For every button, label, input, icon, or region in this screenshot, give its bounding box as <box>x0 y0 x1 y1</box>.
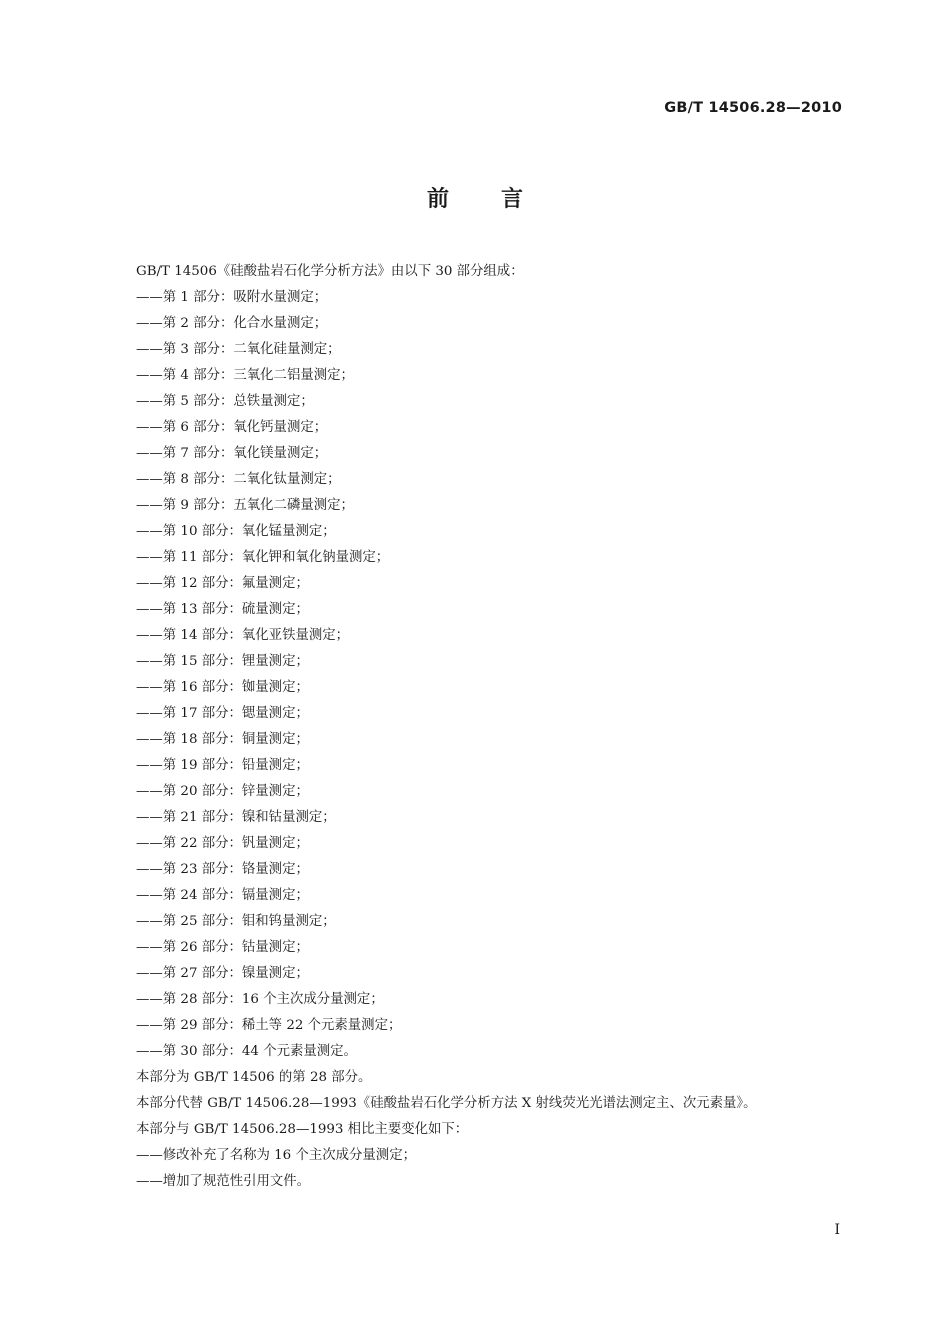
title-char-2: 言 <box>501 187 524 212</box>
change-item: ——修改补充了名称为 16 个主次成分量测定； <box>136 1148 416 1163</box>
list-item: ——第 25 部分：钼和钨量测定； <box>136 914 336 929</box>
list-item: ——第 7 部分：氧化镁量测定； <box>136 446 328 461</box>
change-item: ——增加了规范性引用文件。 <box>136 1174 311 1189</box>
list-item: ——第 16 部分：铷量测定； <box>136 680 309 695</box>
list-item: ——第 3 部分：二氧化硅量测定； <box>136 342 341 357</box>
list-item: ——第 14 部分：氧化亚铁量测定； <box>136 628 350 643</box>
list-item: ——第 8 部分：二氧化钛量测定； <box>136 472 341 487</box>
list-item: ——第 28 部分：16 个主次成分量测定； <box>136 992 384 1007</box>
list-item: ——第 12 部分：氟量测定； <box>136 576 309 591</box>
list-item: ——第 2 部分：化合水量测定； <box>136 316 328 331</box>
list-item: ——第 29 部分：稀土等 22 个元素量测定； <box>136 1018 402 1033</box>
list-item: ——第 24 部分：镉量测定； <box>136 888 309 903</box>
parts-list <box>108 285 843 1065</box>
list-item: ——第 17 部分：锶量测定； <box>136 706 309 721</box>
list-item: ——第 30 部分：44 个元素量测定。 <box>136 1044 357 1059</box>
list-item: ——第 21 部分：镍和钴量测定； <box>136 810 336 825</box>
list-item: ——第 4 部分：三氧化二铝量测定； <box>136 368 354 383</box>
list-item: ——第 10 部分：氧化锰量测定； <box>136 524 336 539</box>
list-item: ——第 23 部分：铬量测定； <box>136 862 309 877</box>
list-item: ——第 20 部分：锌量测定； <box>136 784 309 799</box>
changes-intro-paragraph: 本部分与 GB/T 14506.28—1993 相比主要变化如下： <box>136 1122 469 1137</box>
list-item: ——第 13 部分：硫量测定； <box>136 602 309 617</box>
list-item: ——第 18 部分：铜量测定； <box>136 732 309 747</box>
page-number: I <box>834 1222 840 1238</box>
document-body <box>108 259 843 1195</box>
page-title <box>0 182 950 213</box>
list-item: ——第 5 部分：总铁量测定； <box>136 394 314 409</box>
this-part-paragraph: 本部分为 GB/T 14506 的第 28 部分。 <box>136 1070 372 1085</box>
list-item: ——第 15 部分：锂量测定； <box>136 654 309 669</box>
standard-number: GB/T 14506.28—2010 <box>664 100 842 116</box>
title-char-1: 前 <box>426 187 449 212</box>
replaces-paragraph: 本部分代替 GB/T 14506.28—1993《硅酸盐岩石化学分析方法 X 射线荧光光谱法测定主、次元素量》。 <box>136 1096 757 1111</box>
list-item: ——第 6 部分：氧化钙量测定； <box>136 420 328 435</box>
list-item: ——第 9 部分：五氧化二磷量测定； <box>136 498 354 513</box>
list-item: ——第 1 部分：吸附水量测定； <box>136 290 328 305</box>
list-item: ——第 11 部分：氧化钾和氧化钠量测定； <box>136 550 390 565</box>
list-item: ——第 22 部分：钒量测定； <box>136 836 309 851</box>
list-item: ——第 27 部分：镍量测定； <box>136 966 309 981</box>
intro-paragraph: GB/T 14506《硅酸盐岩石化学分析方法》由以下 30 部分组成： <box>136 264 524 279</box>
list-item: ——第 26 部分：钴量测定； <box>136 940 309 955</box>
list-item: ——第 19 部分：铅量测定； <box>136 758 309 773</box>
